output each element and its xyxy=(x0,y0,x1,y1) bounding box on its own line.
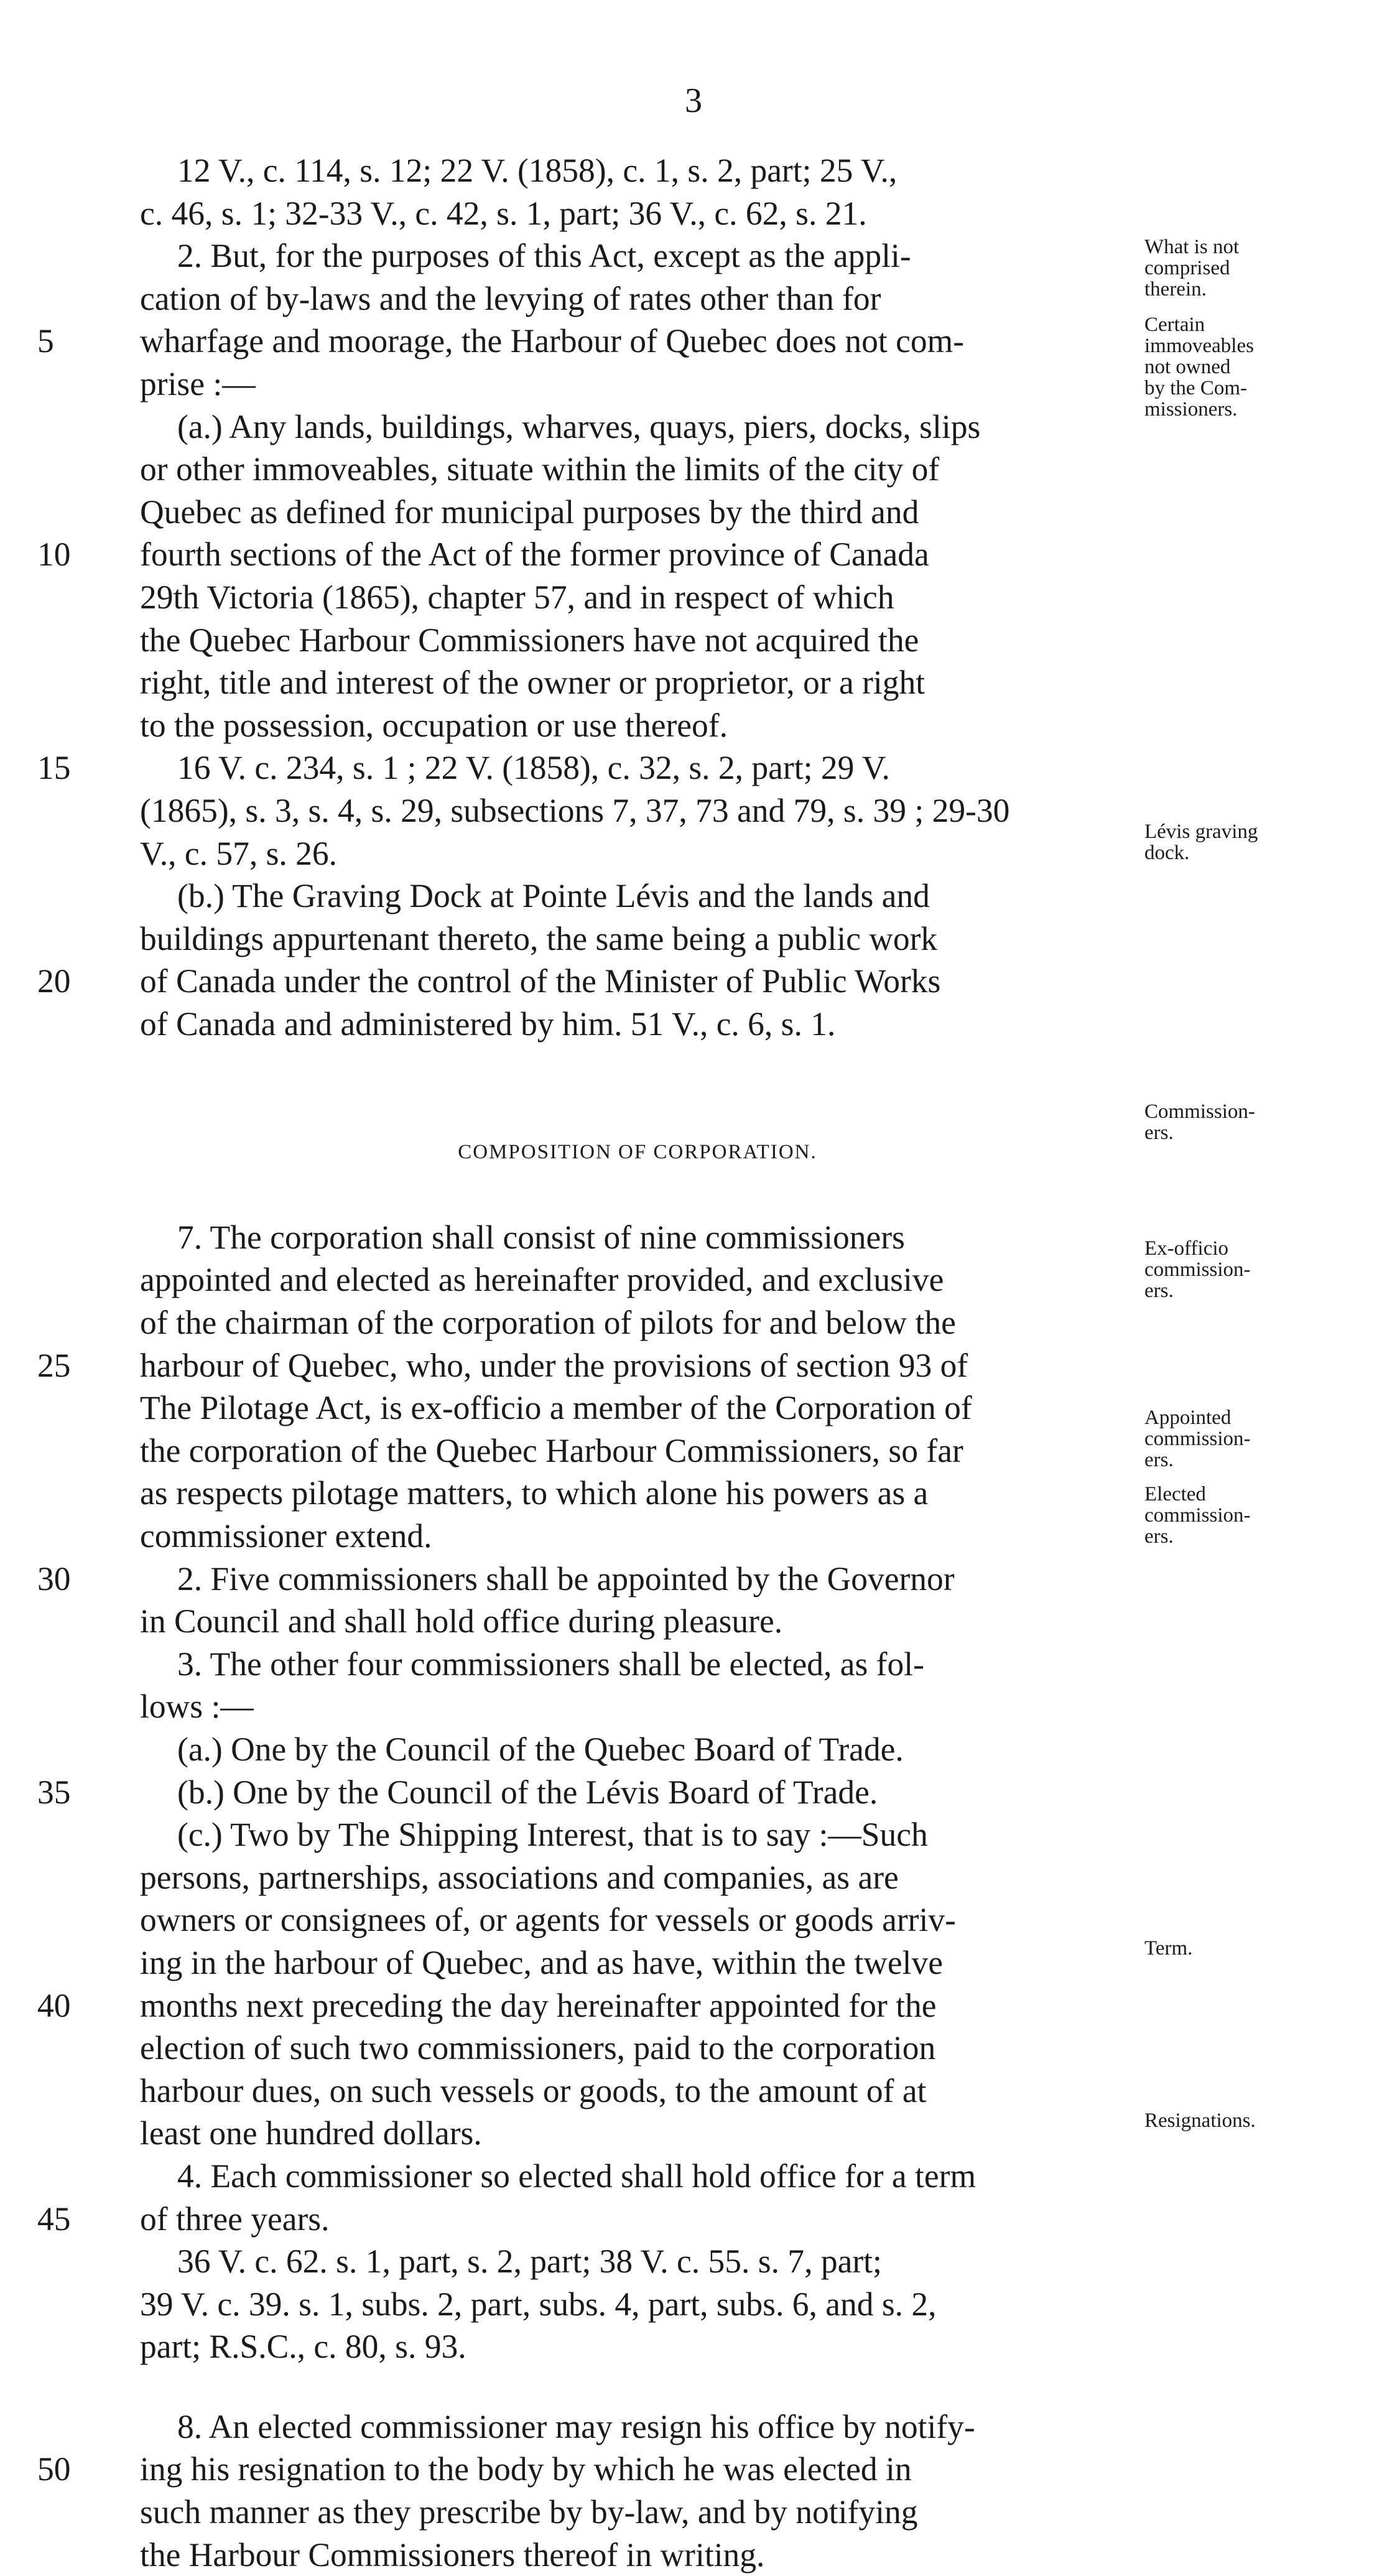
line-text: (b.) The Graving Dock at Pointe Lévis and the lands and xyxy=(177,877,930,915)
margin-note-line: ers. xyxy=(1144,1280,1174,1302)
line-text: (b.) One by the Council of the Lévis Board of Trade. xyxy=(177,1773,878,1811)
margin-note-line: dock. xyxy=(1144,842,1190,864)
text-line xyxy=(140,1258,1135,1301)
text-line xyxy=(37,1984,1135,2027)
text-line xyxy=(37,746,1135,789)
line-number: 30 xyxy=(37,1560,71,1597)
text-line xyxy=(140,1685,1135,1728)
line-text: the corporation of the Quebec Harbour Commissioners, so far xyxy=(140,1431,963,1469)
margin-note-line: therein. xyxy=(1144,278,1207,300)
margin-note-elected xyxy=(1144,1484,1356,1547)
line-text: buildings appurtenant thereto, the same being a public work xyxy=(140,919,938,957)
line-text: the Harbour Commissioners thereof in writing. xyxy=(140,2536,765,2574)
line-text: of Canada under the control of the Minister of Public Works xyxy=(140,962,941,1000)
text-line xyxy=(140,619,1135,662)
line-text: or other immoveables, situate within the limits of the city of xyxy=(140,450,940,488)
margin-note-line: Ex-officio xyxy=(1144,1237,1229,1260)
line-text: owners or consignees of, or agents for vessels or goods arriv- xyxy=(140,1901,956,1939)
line-number: 10 xyxy=(37,536,71,574)
text-line xyxy=(140,2491,1135,2534)
margin-note-line: Appointed xyxy=(1144,1407,1232,1429)
text-line xyxy=(37,960,1135,1003)
margin-note-line: Lévis graving xyxy=(1144,821,1258,843)
margin-note-line: ers. xyxy=(1144,1525,1174,1548)
text-line xyxy=(140,704,1135,747)
line-number: 20 xyxy=(37,962,71,1000)
line-text: c. 46, s. 1; 32-33 V., c. 42, s. 1, part; 36 V., c. 62, s. 21. xyxy=(140,194,867,232)
line-text: the Quebec Harbour Commissioners have not acquired the xyxy=(140,621,919,659)
text-line xyxy=(140,235,1135,277)
text-line xyxy=(140,875,1135,918)
text-line xyxy=(140,1941,1135,1984)
text-line xyxy=(140,192,1135,235)
margin-note-line: Commission- xyxy=(1144,1100,1255,1123)
line-text: V., c. 57, s. 26. xyxy=(140,834,338,872)
margin-note-line: comprised xyxy=(1144,257,1230,279)
margin-note-line: commission- xyxy=(1144,1504,1251,1527)
line-number: 40 xyxy=(37,1986,71,2024)
margin-note-line: ers. xyxy=(1144,1449,1174,1471)
line-text: 36 V. c. 62. s. 1, part, s. 2, part; 38 V. c. 55. s. 7, part; xyxy=(177,2243,882,2281)
margin-note-ex-officio xyxy=(1144,1238,1356,1301)
text-line xyxy=(140,1430,1135,1472)
text-line xyxy=(140,2534,1135,2576)
line-text: months next preceding the day hereinafter appointed for the xyxy=(140,1986,937,2024)
text-line xyxy=(140,1728,1135,1771)
line-text: 39 V. c. 39. s. 1, subs. 2, part, subs. 4, part, subs. 6, and s. 2, xyxy=(140,2285,937,2323)
line-text: persons, partnerships, associations and companies, as are xyxy=(140,1858,899,1896)
line-text: lows :— xyxy=(140,1688,254,1726)
text-line xyxy=(140,2112,1135,2155)
line-text: harbour of Quebec, who, under the provisions of section 93 of xyxy=(140,1346,968,1384)
line-text: 8. An elected commissioner may resign his office by notify- xyxy=(177,2407,975,2445)
line-text: of the chairman of the corporation of pilots for and below the xyxy=(140,1304,956,1342)
text-line xyxy=(140,149,1135,192)
text-line xyxy=(140,1301,1135,1344)
line-text: in Council and shall hold office during pleasure. xyxy=(140,1602,783,1640)
line-text: to the possession, occupation or use thereof. xyxy=(140,706,728,744)
section-heading: COMPOSITION OF CORPORATION. xyxy=(458,1140,817,1163)
line-text: prise :— xyxy=(140,365,256,402)
margin-note-commissioners xyxy=(1144,1101,1356,1143)
line-text: fourth sections of the Act of the former province of Canada xyxy=(140,536,929,574)
line-text: of three years. xyxy=(140,2200,330,2238)
text-line xyxy=(140,1856,1135,1899)
margin-note-what-is-not-comprised xyxy=(1144,236,1356,300)
line-text: 7. The corporation shall consist of nine commissioners xyxy=(177,1218,905,1256)
text-line xyxy=(140,1003,1135,1046)
text-line xyxy=(140,1600,1135,1643)
line-number: 45 xyxy=(37,2200,71,2238)
line-text: election of such two commissioners, paid to the corporation xyxy=(140,2029,936,2067)
margin-note-line: not owned xyxy=(1144,356,1231,378)
line-text: ing in the harbour of Quebec, and as have, within the twelve xyxy=(140,1943,944,1981)
section-8 xyxy=(37,2406,1135,2576)
line-text: 12 V., c. 114, s. 12; 22 V. (1858), c. 1, s. 2, part; 25 V., xyxy=(177,152,898,189)
line-text: 2. But, for the purposes of this Act, except as the appli- xyxy=(177,237,911,275)
text-line xyxy=(37,1558,1135,1601)
line-text: as respects pilotage matters, to which alone his powers as a xyxy=(140,1474,929,1512)
margin-note-line: immoveables xyxy=(1144,335,1254,357)
line-text: harbour dues, on such vessels or goods, to the amount of at xyxy=(140,2071,927,2109)
text-line xyxy=(140,491,1135,534)
text-line xyxy=(140,2325,1135,2368)
text-line xyxy=(140,576,1135,619)
line-text: of Canada and administered by him. 51 V., c. 6, s. 1. xyxy=(140,1005,836,1043)
text-line xyxy=(140,2406,1135,2448)
section-7 xyxy=(37,1216,1135,2368)
line-text: The Pilotage Act, is ex-officio a member of the Corporation of xyxy=(140,1389,972,1427)
text-line xyxy=(140,1643,1135,1686)
line-text: (1865), s. 3, s. 4, s. 29, subsections 7, 37, 73 and 79, s. 39 ; 29-30 xyxy=(140,791,1010,829)
line-text: cation of by-laws and the levying of rates other than for xyxy=(140,279,881,317)
margin-note-line: by the Com- xyxy=(1144,377,1247,399)
margin-note-resignations xyxy=(1144,2110,1356,2131)
line-text: part; R.S.C., c. 80, s. 93. xyxy=(140,2328,466,2366)
text-line xyxy=(140,789,1135,832)
line-text: 29th Victoria (1865), chapter 57, and in respect of which xyxy=(140,578,894,616)
line-text: right, title and interest of the owner or proprietor, or a right xyxy=(140,664,925,702)
line-text: such manner as they prescribe by by-law, and by notifying xyxy=(140,2493,918,2531)
margin-note-line: ers. xyxy=(1144,1122,1174,1144)
line-text: (c.) Two by The Shipping Interest, that is to say :—Such xyxy=(177,1816,928,1854)
margin-note-line: Term. xyxy=(1144,1937,1193,1960)
text-line xyxy=(140,448,1135,491)
line-text: 4. Each commissioner so elected shall hold office for a term xyxy=(177,2157,976,2195)
section-6-continued xyxy=(37,149,1135,1045)
margin-note-line: missioners. xyxy=(1144,398,1238,421)
body-text xyxy=(37,149,1135,2576)
text-line xyxy=(37,1344,1135,1387)
line-text: 2. Five commissioners shall be appointed by the Governor xyxy=(177,1560,955,1597)
line-text: commissioner extend. xyxy=(140,1517,432,1555)
text-line xyxy=(140,1813,1135,1856)
text-line xyxy=(140,1472,1135,1515)
line-number: 5 xyxy=(37,322,54,360)
line-number: 25 xyxy=(37,1346,71,1384)
margin-note-line: commission- xyxy=(1144,1428,1251,1450)
text-line xyxy=(37,2198,1135,2241)
line-number: 35 xyxy=(37,1773,71,1811)
margin-note-levis-graving-dock xyxy=(1144,821,1356,863)
line-number: 50 xyxy=(37,2450,71,2488)
line-number: 15 xyxy=(37,749,71,787)
text-line xyxy=(37,2448,1135,2491)
text-line xyxy=(140,363,1135,406)
page-number: 3 xyxy=(685,81,702,120)
text-line xyxy=(140,2283,1135,2326)
text-line xyxy=(37,320,1135,363)
line-text: (a.) Any lands, buildings, wharves, quays, piers, docks, slips xyxy=(177,407,981,445)
text-line xyxy=(140,1899,1135,1941)
margin-note-line: What is not xyxy=(1144,236,1240,258)
margin-note-line: Certain xyxy=(1144,314,1205,336)
line-text: appointed and elected as hereinafter provided, and exclusive xyxy=(140,1261,944,1299)
text-line xyxy=(140,2070,1135,2113)
text-line xyxy=(140,1387,1135,1430)
text-line xyxy=(140,661,1135,704)
margin-note-line: Resignations. xyxy=(1144,2109,1256,2132)
line-text: ing his resignation to the body by which he was elected in xyxy=(140,2450,912,2488)
text-line xyxy=(140,832,1135,875)
text-line xyxy=(140,1216,1135,1259)
margin-note-line: Elected xyxy=(1144,1483,1206,1505)
line-text: Quebec as defined for municipal purposes by the third and xyxy=(140,493,919,531)
margin-note-term xyxy=(1144,1938,1356,1959)
margin-note-appointed xyxy=(1144,1407,1356,1471)
text-line xyxy=(140,918,1135,960)
text-line xyxy=(37,533,1135,576)
line-text: (a.) One by the Council of the Quebec Board of Trade. xyxy=(177,1730,904,1768)
line-text: 3. The other four commissioners shall be elected, as fol- xyxy=(177,1645,924,1683)
line-text: wharfage and moorage, the Harbour of Quebec does not com- xyxy=(140,322,965,360)
margin-note-line: commission- xyxy=(1144,1258,1251,1281)
text-line xyxy=(140,1515,1135,1558)
text-line xyxy=(140,406,1135,449)
text-line xyxy=(140,277,1135,320)
text-line xyxy=(140,2155,1135,2198)
line-text: least one hundred dollars. xyxy=(140,2114,482,2152)
text-line xyxy=(140,2027,1135,2070)
line-text: 16 V. c. 234, s. 1 ; 22 V. (1858), c. 32, s. 2, part; 29 V. xyxy=(177,749,890,787)
text-line xyxy=(140,2240,1135,2283)
margin-note-certain-immoveables xyxy=(1144,314,1356,420)
text-line xyxy=(37,1771,1135,1814)
